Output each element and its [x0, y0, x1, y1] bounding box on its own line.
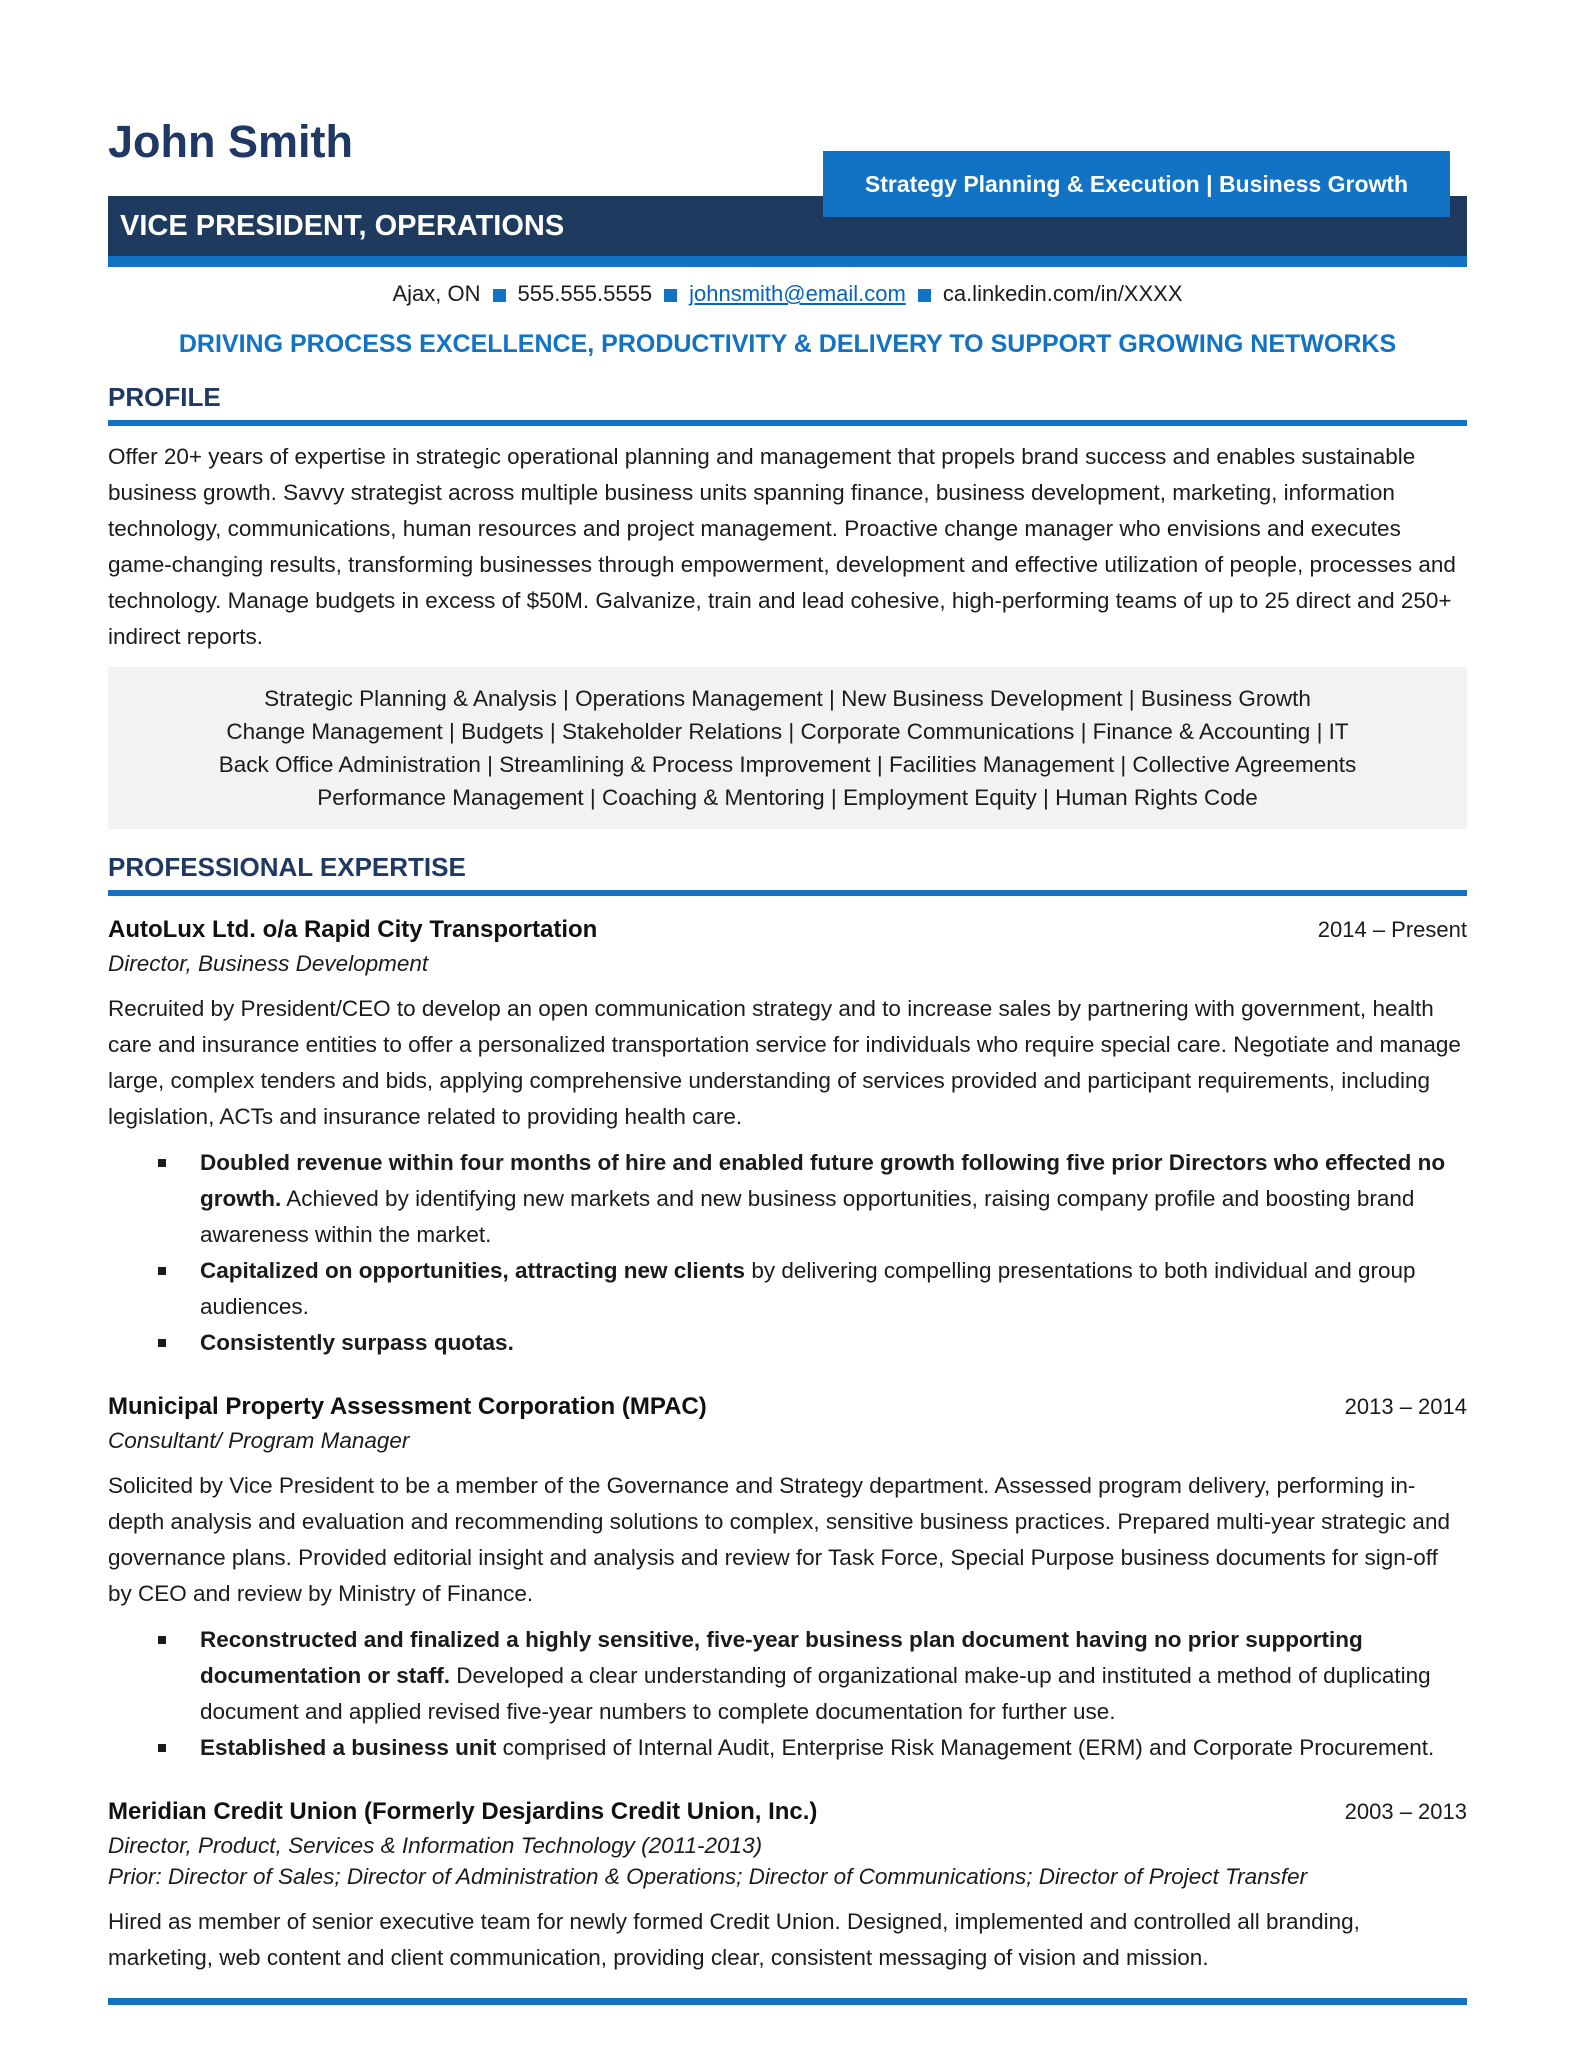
- job-company: AutoLux Ltd. o/a Rapid City Transportation: [108, 916, 598, 943]
- profile-section-heading: PROFILE: [108, 382, 1467, 426]
- contact-location: Ajax, ON: [392, 281, 481, 306]
- job-bullet: [108, 1253, 1467, 1325]
- bottom-divider: [108, 1998, 1467, 2005]
- contact-linkedin: ca.linkedin.com/in/XXXX: [942, 281, 1183, 306]
- job-role: Director, Business Development: [108, 951, 429, 976]
- square-separator-icon: [918, 289, 931, 302]
- contact-phone: 555.555.5555: [517, 281, 653, 306]
- bullet-bold-text: Doubled revenue within four months of hire and enabled future growth following five prior Directors who effected no growth.: [200, 1150, 1446, 1211]
- job-dates: 2013 – 2014: [1344, 1394, 1467, 1419]
- job-dates: 2014 – Present: [1317, 917, 1467, 942]
- main-content: [108, 267, 1467, 2005]
- job-header: [108, 1798, 1467, 1826]
- job-roles: [108, 1425, 1467, 1456]
- job-company: Meridian Credit Union (Formerly Desjardins Credit Union, Inc.): [108, 1798, 818, 1825]
- keywords-line: Performance Management | Coaching & Mentoring | Employment Equity | Human Rights Code: [317, 785, 1258, 810]
- contact-line: [108, 281, 1467, 307]
- branding-headline: DRIVING PROCESS EXCELLENCE, PRODUCTIVITY & DELIVERY TO SUPPORT GROWING NETWORKS: [178, 330, 1397, 358]
- job-role: Director, Product, Services & Information Technology (2011-2013): [108, 1833, 763, 1858]
- job-entry: [108, 1393, 1467, 1766]
- keywords-line: Strategic Planning & Analysis | Operations Management | New Business Development | Business Growth: [264, 686, 1311, 711]
- bullet-bold-text: Consistently surpass quotas.: [200, 1330, 514, 1355]
- job-entry: [108, 916, 1467, 1361]
- person-name: John Smith: [108, 116, 353, 167]
- job-dates: 2003 – 2013: [1344, 1799, 1467, 1824]
- bullet-rest-text: by delivering compelling presentations to both individual and group audiences.: [200, 1258, 1416, 1319]
- job-description: Solicited by Vice President to be a member of the Governance and Strategy department. Assessed program delivery, performing in-depth analysis and evaluation and recommending solutions to complex, sensitive business practices. Prepared multi-year strategic and governance plans. Provided editorial insight and analysis and review for Task Force, Special Purpose business documents for sign-off by CEO and review by Ministry of Finance.: [108, 1473, 1450, 1606]
- job-description: Recruited by President/CEO to develop an open communication strategy and to increase sales by partnering with government, health care and insurance entities to offer a personalized transportation service for individuals who require special care. Negotiate and manage large, complex tenders and bids, applying comprehensive understanding of services provided and participant requirements, including legislation, ACTs and insurance related to providing health care.: [108, 996, 1461, 1129]
- square-separator-icon: [664, 289, 677, 302]
- accent-strip: [108, 256, 1467, 267]
- job-header: [108, 916, 1467, 944]
- job-role: Consultant/ Program Manager: [108, 1428, 410, 1453]
- job-bullet: [108, 1730, 1467, 1766]
- job-bullet: [108, 1325, 1467, 1361]
- job-bullet: [108, 1622, 1467, 1730]
- tagline-banner: Strategy Planning & Execution | Business Growth: [823, 151, 1450, 217]
- job-roles: [108, 948, 1467, 979]
- contact-email-link[interactable]: johnsmith@email.com: [689, 281, 906, 306]
- bullet-rest-text: comprised of Internal Audit, Enterprise Risk Management (ERM) and Corporate Procurement.: [502, 1735, 1435, 1760]
- job-description: Hired as member of senior executive team for newly formed Credit Union. Designed, implemented and controlled all branding, marketing, web content and client communication, providing clear, consistent messaging of vision and mission.: [108, 1909, 1360, 1970]
- job-roles: [108, 1830, 1467, 1892]
- keywords-box: [108, 667, 1467, 829]
- job-bullets: [108, 1145, 1467, 1361]
- bullet-bold-text: Established a business unit: [200, 1735, 497, 1760]
- bullet-rest-text: Developed a clear understanding of organizational make-up and instituted a method of duplicating document and applied revised five-year numbers to complete documentation for further use.: [200, 1663, 1431, 1724]
- job-header: [108, 1393, 1467, 1421]
- job-title-bar: VICE PRESIDENT, OPERATIONS: [108, 196, 1467, 256]
- bullet-bold-text: Capitalized on opportunities, attracting new clients: [200, 1258, 746, 1283]
- bullet-bold-text: Reconstructed and finalized a highly sensitive, five-year business plan document having no prior supporting documentation or staff.: [200, 1627, 1363, 1688]
- job-role: Prior: Director of Sales; Director of Administration & Operations; Director of Communications; Director of Project Transfer: [108, 1864, 1308, 1889]
- bullet-rest-text: Achieved by identifying new markets and new business opportunities, raising company profile and boosting brand awareness within the market.: [200, 1186, 1415, 1247]
- job-company: Municipal Property Assessment Corporation (MPAC): [108, 1393, 707, 1420]
- job-entry: [108, 1798, 1467, 1976]
- keywords-line: Change Management | Budgets | Stakeholder Relations | Corporate Communications | Finance & Accounting | IT: [226, 719, 1349, 744]
- job-bullet: [108, 1145, 1467, 1253]
- profile-summary: Offer 20+ years of expertise in strategic operational planning and management that propels brand success and enables sustainable business growth. Savvy strategist across multiple business units spanning finance, business development, marketing, information technology, communications, human resources and project management. Proactive change manager who envisions and executes game-changing results, transforming businesses through empowerment, development and effective utilization of people, processes and technology. Manage budgets in excess of $50M. Galvanize, train and lead cohesive, high-performing teams of up to 25 direct and 250+ indirect reports.: [108, 444, 1456, 649]
- keywords-line: Back Office Administration | Streamlining & Process Improvement | Facilities Management | Collective Agreements: [218, 752, 1357, 777]
- square-separator-icon: [493, 289, 506, 302]
- jobs-list: [108, 916, 1467, 1976]
- job-bullets: [108, 1622, 1467, 1766]
- expertise-section-heading: PROFESSIONAL EXPERTISE: [108, 852, 1467, 896]
